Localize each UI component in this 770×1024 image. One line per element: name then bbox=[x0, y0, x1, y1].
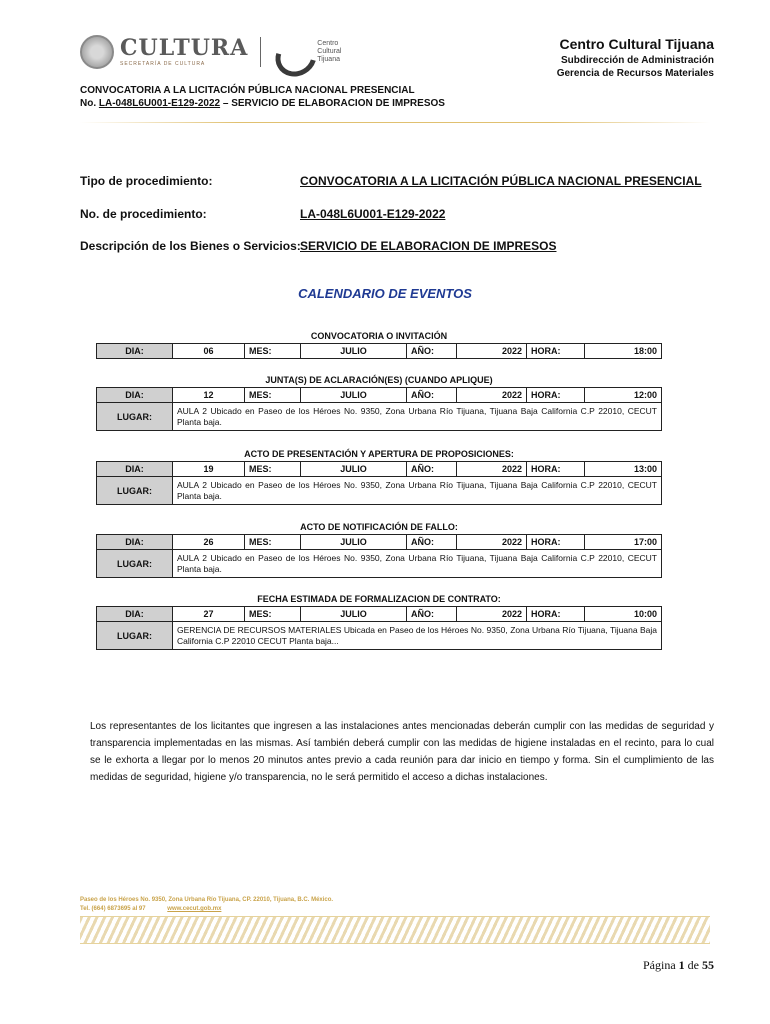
no-value: LA-048L6U001-E129-2022 bbox=[300, 207, 446, 221]
cecut-logo-icon bbox=[273, 36, 313, 68]
dia-label: DIA: bbox=[97, 344, 173, 359]
lugar-label: LUGAR: bbox=[97, 477, 173, 505]
dia-label: DIA: bbox=[97, 607, 173, 622]
dia-value: 27 bbox=[173, 607, 245, 622]
anio-value: 2022 bbox=[457, 607, 527, 622]
page-total: 55 bbox=[702, 958, 714, 972]
desc-value: SERVICIO DE ELABORACION DE IMPRESOS bbox=[300, 239, 557, 253]
lugar-label: LUGAR: bbox=[97, 403, 173, 431]
hora-value: 18:00 bbox=[585, 344, 662, 359]
dia-value: 26 bbox=[173, 535, 245, 550]
institution-sub1: Subdirección de Administración bbox=[561, 55, 714, 66]
anio-label: AÑO: bbox=[407, 388, 457, 403]
event-date-row bbox=[97, 388, 662, 403]
footer-website-link[interactable]: www.cecut.gob.mx bbox=[167, 906, 222, 912]
dia-value: 12 bbox=[173, 388, 245, 403]
hora-value: 10:00 bbox=[585, 607, 662, 622]
event-table bbox=[96, 461, 662, 505]
anio-value: 2022 bbox=[457, 344, 527, 359]
logo-subtitle: SECRETARÍA DE CULTURA bbox=[120, 61, 206, 67]
mes-value: JULIO bbox=[301, 535, 407, 550]
footer-phone: Tel. (664) 6873695 al 97 bbox=[80, 906, 146, 912]
mes-value: JULIO bbox=[301, 388, 407, 403]
event-date-row bbox=[97, 344, 662, 359]
convocatoria-line2: No. LA-048L6U001-E129-2022 – SERVICIO DE ELABORACION DE IMPRESOS bbox=[80, 98, 445, 109]
anio-value: 2022 bbox=[457, 388, 527, 403]
lugar-value: AULA 2 Ubicado en Paseo de los Héroes No. 9350, Zona Urbana Río Tijuana, Tijuana Baja California C.P 22010, CECUT Planta baja. bbox=[173, 477, 662, 505]
page-number: Página 1 de 55 bbox=[643, 958, 714, 972]
hora-label: HORA: bbox=[527, 388, 585, 403]
mes-value: JULIO bbox=[301, 462, 407, 477]
lugar-value: AULA 2 Ubicado en Paseo de los Héroes No. 9350, Zona Urbana Río Tijuana, Tijuana Baja California C.P 22010, CECUT Planta baja. bbox=[173, 550, 662, 578]
institution-sub2: Gerencia de Recursos Materiales bbox=[556, 68, 714, 79]
lugar-label: LUGAR: bbox=[97, 550, 173, 578]
footer-address bbox=[80, 896, 333, 914]
hora-label: HORA: bbox=[527, 462, 585, 477]
tipo-label: Tipo de procedimiento: bbox=[80, 174, 213, 188]
lugar-value: GERENCIA DE RECURSOS MATERIALES Ubicada en Paseo de los Héroes No. 9350, Zona Urbana Río Tijuana, Tijuana Baja California C.P 22010 CECUT Planta baja... bbox=[173, 622, 662, 650]
dia-value: 19 bbox=[173, 462, 245, 477]
hora-value: 13:00 bbox=[585, 462, 662, 477]
convocatoria-number: LA-048L6U001-E129-2022 bbox=[98, 98, 221, 109]
footer-address-line: Paseo de los Héroes No. 9350, Zona Urbana Río Tijuana, CP. 22010, Tijuana, B.C. México. bbox=[80, 897, 334, 903]
decorative-footer-pattern bbox=[80, 916, 710, 944]
mes-label: MES: bbox=[245, 535, 301, 550]
government-seal-icon bbox=[80, 35, 114, 69]
event-title: FECHA ESTIMADA DE FORMALIZACION DE CONTRATO: bbox=[257, 594, 501, 604]
desc-label: Descripción de los Bienes o Servicios: bbox=[80, 239, 301, 253]
hora-label: HORA: bbox=[527, 607, 585, 622]
event-date-row bbox=[97, 607, 662, 622]
event-place-row bbox=[97, 622, 662, 650]
anio-label: AÑO: bbox=[407, 607, 457, 622]
anio-value: 2022 bbox=[457, 535, 527, 550]
mes-label: MES: bbox=[245, 462, 301, 477]
cultura-logo bbox=[80, 32, 360, 72]
hora-value: 12:00 bbox=[585, 388, 662, 403]
event-table bbox=[96, 606, 662, 650]
hora-label: HORA: bbox=[527, 344, 585, 359]
event-date-row bbox=[97, 462, 662, 477]
dia-label: DIA: bbox=[97, 462, 173, 477]
page-current: 1 bbox=[678, 958, 685, 972]
security-notice: Los representantes de los licitantes que ingresen a las instalaciones antes mencionadas deberán cumplir con las medidas de seguridad y transparencia implementadas en las mismas. Así también deberá cumplir con las medidas de higiene instaladas en el recinto, para lo cual se le exhorta a llegar por lo menos 20 minutos antes previo a cada reunión para dar inicio en tiempo y forma. Sin el cumplimiento de las medidas de seguridad, higiene y/o transparencia, no le será permitido el acceso a dichas instalaciones. bbox=[90, 721, 714, 783]
calendar-title: CALENDARIO DE EVENTOS bbox=[298, 286, 472, 301]
header-divider bbox=[80, 122, 710, 123]
hora-value: 17:00 bbox=[585, 535, 662, 550]
event-title: ACTO DE NOTIFICACIÓN DE FALLO: bbox=[300, 522, 458, 532]
mes-label: MES: bbox=[245, 607, 301, 622]
mes-label: MES: bbox=[245, 388, 301, 403]
event-title: CONVOCATORIA O INVITACIÓN bbox=[310, 331, 448, 341]
lugar-label: LUGAR: bbox=[97, 622, 173, 650]
no-label: No. de procedimiento: bbox=[80, 207, 207, 221]
anio-label: AÑO: bbox=[407, 344, 457, 359]
event-date-row bbox=[97, 535, 662, 550]
convocatoria-heading bbox=[80, 84, 445, 110]
footer-contact-line bbox=[80, 905, 333, 914]
hora-label: HORA: bbox=[527, 535, 585, 550]
lugar-value: AULA 2 Ubicado en Paseo de los Héroes No. 9350, Zona Urbana Río Tijuana, Tijuana Baja California C.P 22010, CECUT Planta baja. bbox=[173, 403, 662, 431]
event-place-row bbox=[97, 477, 662, 505]
mes-value: JULIO bbox=[301, 344, 407, 359]
anio-value: 2022 bbox=[457, 462, 527, 477]
event-title: JUNTA(S) DE ACLARACIÓN(ES) (CUANDO APLIQUE) bbox=[265, 375, 493, 385]
event-title: ACTO DE PRESENTACIÓN Y APERTURA DE PROPOSICIONES: bbox=[244, 449, 514, 459]
mes-value: JULIO bbox=[301, 607, 407, 622]
event-place-row bbox=[97, 403, 662, 431]
event-place-row bbox=[97, 550, 662, 578]
logo-divider bbox=[260, 37, 261, 67]
anio-label: AÑO: bbox=[407, 462, 457, 477]
dia-label: DIA: bbox=[97, 535, 173, 550]
cecut-logo-text: Centro Cultural Tijuana bbox=[317, 40, 342, 63]
event-table bbox=[96, 534, 662, 578]
dia-label: DIA: bbox=[97, 388, 173, 403]
convocatoria-line1: CONVOCATORIA A LA LICITACIÓN PÚBLICA NACIONAL PRESENCIAL bbox=[80, 85, 415, 96]
mes-label: MES: bbox=[245, 344, 301, 359]
institution-title: Centro Cultural Tijuana bbox=[559, 36, 714, 52]
header-institution bbox=[557, 36, 714, 79]
anio-label: AÑO: bbox=[407, 535, 457, 550]
event-table bbox=[96, 343, 662, 359]
tipo-value: CONVOCATORIA A LA LICITACIÓN PÚBLICA NACIONAL PRESENCIAL bbox=[300, 174, 702, 188]
dia-value: 06 bbox=[173, 344, 245, 359]
logo-word: CULTURA bbox=[120, 35, 249, 61]
event-table bbox=[96, 387, 662, 431]
